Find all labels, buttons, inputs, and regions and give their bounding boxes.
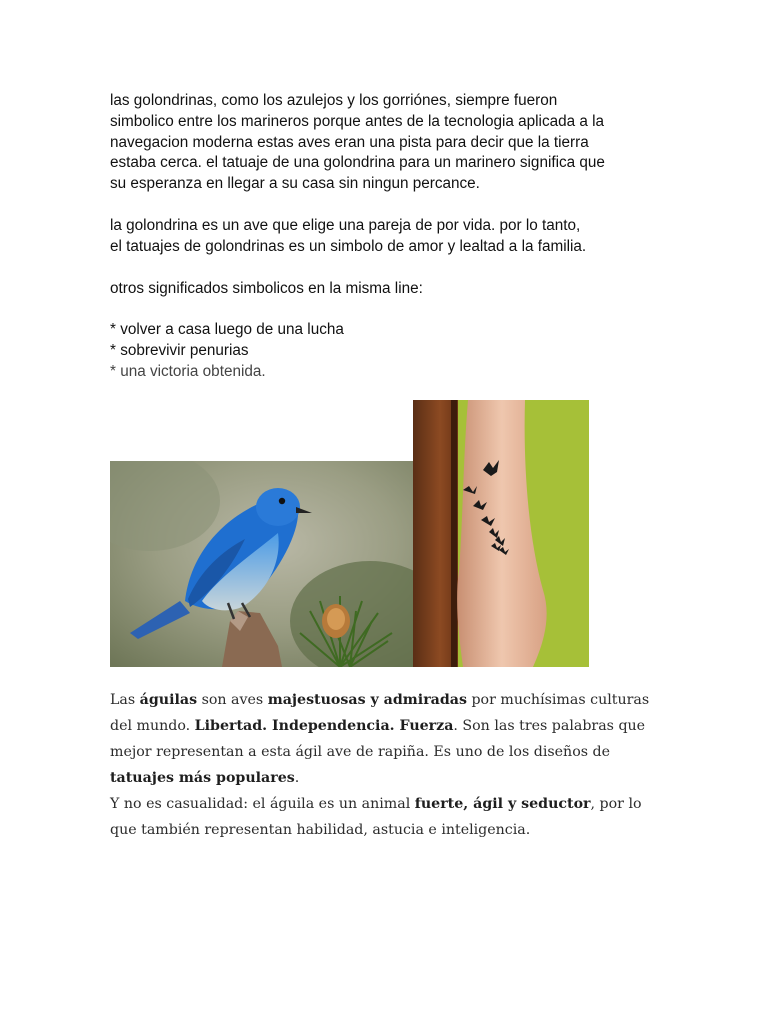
- swallow-text: [110, 91, 670, 383]
- bluebird-illustration: [110, 461, 413, 667]
- wrist-tattoo-illustration: [413, 400, 589, 667]
- bluebird-photo: [110, 461, 413, 667]
- list-item: * sobrevivir penurias: [110, 342, 249, 360]
- meanings-heading: otros significados simbolicos en la misma line:: [110, 279, 423, 297]
- bold-phrase: tatuajes más populares: [110, 770, 295, 786]
- eagle-text: [110, 687, 670, 843]
- bold-phrase: Libertad. Independencia. Fuerza: [194, 718, 454, 734]
- wrist-tattoo-photo: [413, 400, 589, 667]
- eagle-paragraph-2: [110, 791, 670, 843]
- swallow-paragraph-1: las golondrinas, como los azulejos y los gorriónes, siempre fueron simbolico entre los marineros porque antes de la tecnologia aplicada a la navegacion moderna estas aves eran una pista para decir que la tierra estaba cerca. el tatuaje de una golondrina para un marinero significa que su esperanza en llegar a su casa sin ningun percance.: [110, 92, 605, 193]
- bold-phrase: fuerte, ágil y seductor: [414, 796, 591, 812]
- text-run: , por lo que también representan habilidad, astucia e inteligencia.: [110, 796, 642, 838]
- text-run: Las: [110, 692, 140, 708]
- list-item: * volver a casa luego de una lucha: [110, 321, 344, 339]
- text-run: . Son las tres palabras que mejor representan a esta ágil ave de rapiña. Es uno de los diseños de: [110, 718, 646, 760]
- bold-phrase: majestuosas y admiradas: [267, 692, 467, 708]
- bold-phrase: águilas: [139, 692, 198, 708]
- text-run: .: [294, 770, 300, 786]
- meanings-list: [110, 320, 670, 382]
- text-run: Y no es casualidad: el águila es un animal: [110, 796, 415, 812]
- swallow-paragraph-2: la golondrina es un ave que elige una pareja de por vida. por lo tanto, el tatuajes de golondrinas es un simbolo de amor y lealtad a la familia.: [110, 216, 587, 255]
- eagle-paragraph-1: [110, 687, 670, 791]
- text-run: por muchísimas culturas del mundo.: [110, 692, 650, 734]
- text-run: son aves: [197, 692, 268, 708]
- list-item: * una victoria obtenida.: [110, 362, 266, 380]
